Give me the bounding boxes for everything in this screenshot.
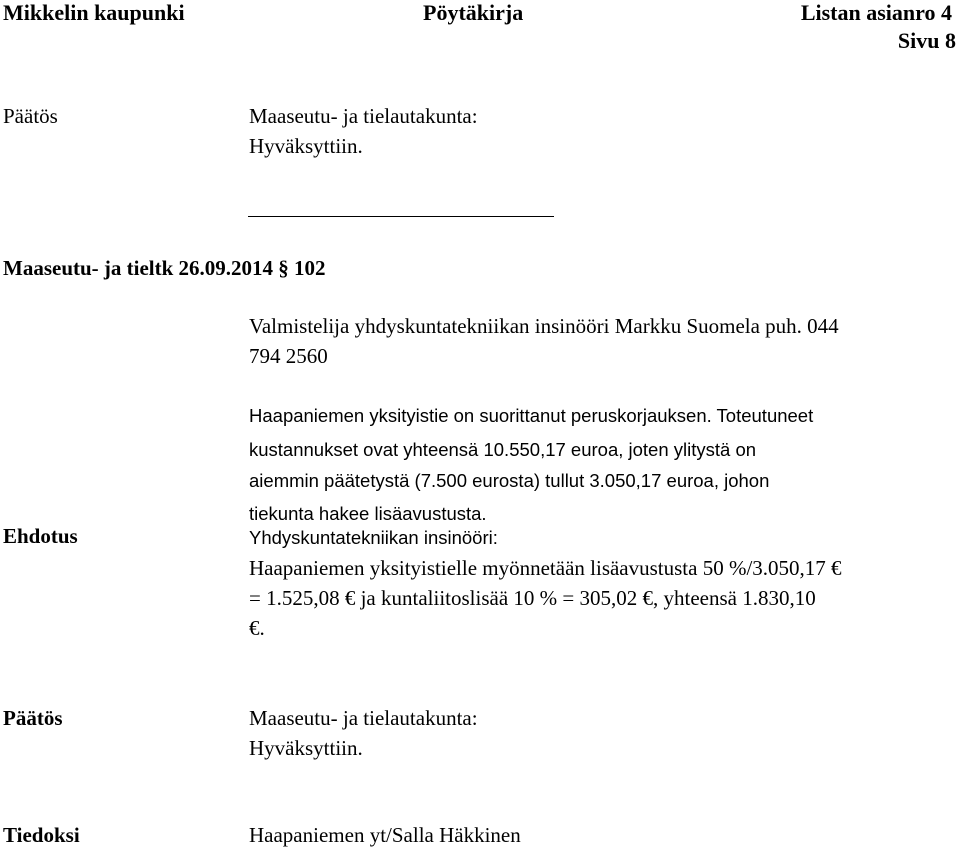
proposal-label: Ehdotus: [3, 524, 78, 548]
proposal-line: = 1.525,08 € ja kuntaliitoslisää 10 % = 305,02 €, yhteensä 1.830,10: [249, 586, 816, 610]
body-text-line: Haapaniemen yksityistie on suorittanut peruskorjauksen. Toteutuneet: [249, 405, 814, 426]
decision-label: Päätös: [3, 104, 58, 128]
list-item-number: Listan asianro 4: [800, 0, 952, 25]
body-text-line: aiemmin päätetystä (7.500 eurosta) tullut 3.050,17 euroa, johon: [249, 470, 770, 491]
preparer-line1: Valmistelija yhdyskuntatekniikan insinööri Markku Suomela puh. 044: [249, 314, 839, 338]
body-text-line: tiekunta hakee lisäavustusta.: [249, 503, 487, 524]
notices-recipient: Haapaniemen yt/Salla Häkkinen: [249, 823, 521, 847]
decision-label: Päätös: [3, 706, 63, 730]
proposal-line: Haapaniemen yksityistielle myönnetään lisäavustusta 50 %/3.050,17 €: [249, 556, 842, 580]
city-name: Mikkelin kaupunki: [3, 0, 185, 25]
decision-body-line2: Hyväksyttiin.: [249, 134, 363, 158]
meeting-reference: Maaseutu- ja tieltk 26.09.2014 § 102: [3, 256, 326, 280]
decision-body-line1: Maaseutu- ja tielautakunta:: [249, 104, 478, 128]
decision-body-line2: Hyväksyttiin.: [249, 736, 363, 760]
body-text-line: kustannukset ovat yhteensä 10.550,17 euroa, joten ylitystä on: [249, 439, 757, 460]
proposal-line: €.: [249, 616, 265, 640]
page-number: Sivu 8: [897, 28, 956, 53]
notices-label: Tiedoksi: [3, 823, 80, 847]
separator-line: [248, 216, 554, 217]
preparer-line2: 794 2560: [249, 344, 328, 368]
proposal-line: Yhdyskuntatekniikan insinööri:: [249, 527, 498, 548]
document-type: Pöytäkirja: [423, 0, 524, 25]
decision-body-line1: Maaseutu- ja tielautakunta:: [249, 706, 478, 730]
